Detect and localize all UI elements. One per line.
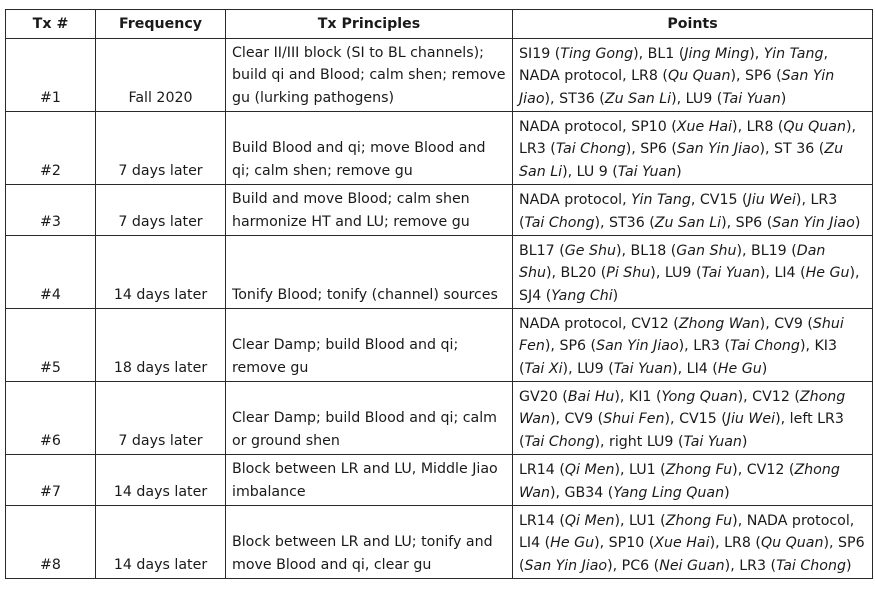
frequency-cell: 14 days later	[96, 455, 226, 506]
point-text: )	[780, 90, 787, 107]
point-name: Jiu Wei	[747, 192, 796, 208]
point-name: Tai Chong	[730, 338, 800, 354]
point-text: , NADA protocol, LR8 (	[519, 45, 828, 84]
principles-cell: Block between LR and LU, Middle Jiao imbalance	[226, 455, 513, 506]
point-name: Shui Fen	[519, 315, 844, 354]
point-text: ), LR3 (	[519, 192, 838, 231]
tx-number-cell: #8	[6, 506, 96, 579]
table-row	[6, 185, 873, 236]
point-name: Nei Guan	[659, 557, 725, 574]
point-name: Yong Quan	[661, 388, 738, 405]
point-text: ), LU 9 (	[562, 163, 618, 180]
header-tx-number: Tx #	[6, 10, 96, 39]
tx-number-cell: #1	[6, 39, 96, 112]
point-text: ), KI3 (	[519, 338, 838, 377]
point-name: Qu Quan	[783, 118, 846, 135]
points-cell	[513, 309, 873, 382]
point-text: ), LI4 (	[672, 360, 718, 377]
point-text: ), KI1 (	[614, 388, 662, 405]
header-tx-principles: Tx Principles	[226, 10, 513, 39]
point-text: ), LU9 (	[650, 265, 702, 281]
treatment-table	[5, 9, 873, 579]
principles-cell: Clear II/III block (SI to BL channels); build qi and Blood; calm shen; remove gu (lurking pathogens)	[226, 39, 513, 112]
tx-number-cell: #5	[6, 309, 96, 382]
point-name: San Yin Jiao	[596, 338, 679, 354]
table-row	[6, 382, 873, 455]
point-name: Tai Xi	[524, 360, 563, 377]
point-text: ), SJ4 (	[519, 265, 860, 304]
point-text: , CV15 (	[690, 192, 748, 208]
point-name: Zhong Wan	[519, 388, 846, 427]
point-name: Bai Hu	[567, 388, 615, 405]
point-name: Zhong Fu	[665, 512, 733, 529]
table-row	[6, 506, 873, 579]
point-text: NADA protocol,	[519, 192, 632, 208]
point-text: ), ST36 (	[544, 90, 605, 107]
point-name: Pi Shu	[606, 265, 651, 281]
point-name: Tai Chong	[776, 557, 846, 574]
point-name: Qu Quan	[667, 68, 731, 84]
point-name: Tai Yuan	[613, 360, 673, 377]
tx-number-cell: #4	[6, 236, 96, 309]
point-text: ), LR3 (	[724, 557, 777, 574]
point-text: )	[741, 433, 748, 450]
point-name: Yang Ling Quan	[613, 484, 725, 501]
point-text: LR14 (	[519, 462, 565, 478]
point-text: ), LU1 (	[614, 512, 666, 529]
tx-number-cell: #7	[6, 455, 96, 506]
points-cell	[513, 185, 873, 236]
table-row	[6, 39, 873, 112]
point-text: ), SP6 (	[544, 338, 597, 354]
point-text: NADA protocol, SP10 (	[519, 118, 677, 135]
tx-number-cell: #6	[6, 382, 96, 455]
point-name: Xue Hai	[676, 118, 733, 135]
points-cell	[513, 382, 873, 455]
point-name: Tai Yuan	[683, 433, 742, 450]
principles-cell: Block between LR and LU; tonify and move Blood and qi, clear gu	[226, 506, 513, 579]
point-text: ), BL1 (	[633, 45, 685, 62]
point-text: )	[761, 360, 768, 377]
point-text: ), SP6 (	[730, 68, 782, 84]
point-name: Tai Chong	[524, 214, 595, 231]
point-text: ), LR3 (	[519, 118, 856, 157]
point-text: ), SP6 (	[519, 535, 865, 574]
point-name: San Yin Jiao	[519, 68, 835, 107]
point-name: Zu San Li	[654, 214, 722, 231]
frequency-cell: 7 days later	[96, 185, 226, 236]
point-name: San Yin Jiao	[524, 557, 608, 574]
point-text: ), ST 36 (	[759, 141, 825, 157]
point-text: ), CV9 (	[549, 411, 604, 427]
point-text: ), LR3 (	[678, 338, 731, 354]
point-text: )	[676, 163, 682, 180]
point-text: GV20 (	[519, 388, 568, 405]
principles-cell: Clear Damp; build Blood and qi; calm or ground shen	[226, 382, 513, 455]
point-name: He Gu	[805, 265, 850, 281]
point-name: Tai Yuan	[617, 163, 677, 180]
point-name: Yin Tang	[763, 45, 824, 62]
point-text: ), BL18 (	[615, 242, 677, 259]
points-cell	[513, 506, 873, 579]
point-name: Tai Chong	[555, 141, 626, 157]
point-text: )	[845, 557, 852, 574]
frequency-cell: Fall 2020	[96, 39, 226, 112]
header-frequency: Frequency	[96, 10, 226, 39]
point-name: Xue Hai	[654, 535, 710, 551]
table-body	[6, 39, 873, 579]
principles-cell: Clear Damp; build Blood and qi; remove gu	[226, 309, 513, 382]
point-text: SI19 (	[519, 45, 561, 62]
point-name: Gan Shu	[676, 242, 737, 259]
table-row	[6, 112, 873, 185]
points-cell	[513, 112, 873, 185]
point-name: Ting Gong	[560, 45, 634, 62]
point-name: Ge Shu	[564, 242, 616, 259]
point-name: Jing Ming	[684, 45, 750, 62]
tx-number-cell: #2	[6, 112, 96, 185]
frequency-cell: 14 days later	[96, 506, 226, 579]
point-text: ), LU9 (	[562, 360, 614, 377]
point-text: )	[612, 287, 619, 304]
point-text: ), LU9 (	[671, 90, 723, 107]
point-name: Zhong Fu	[665, 462, 733, 478]
header-points: Points	[513, 10, 873, 39]
point-text: LR14 (	[519, 512, 565, 529]
point-text: ), LR8 (	[732, 118, 784, 135]
point-text: )	[724, 484, 730, 501]
point-text: NADA protocol, CV12 (	[519, 315, 679, 332]
point-name: Qu Quan	[760, 535, 824, 551]
point-name: Zhong Wan	[519, 462, 840, 501]
point-name: He Gu	[717, 360, 762, 377]
point-text: ), left LR3 (	[519, 411, 844, 450]
point-text: ),	[749, 45, 764, 62]
points-cell	[513, 236, 873, 309]
point-text: ), LR8 (	[709, 535, 761, 551]
point-name: Yang Chi	[551, 287, 613, 304]
point-text: ), PC6 (	[607, 557, 660, 574]
frequency-cell: 18 days later	[96, 309, 226, 382]
point-text: ), CV15 (	[664, 411, 727, 427]
point-text: ), LU1 (	[614, 462, 666, 478]
principles-cell: Tonify Blood; tonify (channel) sources	[226, 236, 513, 309]
frequency-cell: 7 days later	[96, 382, 226, 455]
principles-cell: Build Blood and qi; move Blood and qi; calm shen; remove gu	[226, 112, 513, 185]
point-text: ), SP6 (	[625, 141, 677, 157]
point-name: Qi Men	[564, 462, 615, 478]
point-text: ), NADA protocol, LI4 (	[519, 512, 855, 551]
frequency-cell: 14 days later	[96, 236, 226, 309]
point-text: ), GB34 (	[549, 484, 614, 501]
point-text: )	[854, 214, 861, 231]
point-text: ), ST36 (	[594, 214, 655, 231]
point-name: Qi Men	[564, 512, 615, 529]
point-name: Tai Yuan	[722, 90, 781, 107]
point-text: ), right LU9 (	[594, 433, 684, 450]
point-name: San Yin Jiao	[676, 141, 760, 157]
tx-number-cell: #3	[6, 185, 96, 236]
point-name: Jiu Wei	[726, 411, 776, 427]
point-name: Dan Shu	[519, 242, 826, 281]
table-row	[6, 455, 873, 506]
points-cell	[513, 455, 873, 506]
table-row	[6, 236, 873, 309]
table-row	[6, 309, 873, 382]
frequency-cell: 7 days later	[96, 112, 226, 185]
point-name: San Yin Jiao	[772, 214, 855, 231]
point-name: Tai Chong	[524, 433, 595, 450]
point-text: ), CV9 (	[759, 315, 813, 332]
point-text: ), SP10 (	[594, 535, 655, 551]
point-name: Zhong Wan	[678, 315, 760, 332]
principles-cell: Build and move Blood; calm shen harmonize HT and LU; remove gu	[226, 185, 513, 236]
points-cell	[513, 39, 873, 112]
point-text: ), SP6 (	[721, 214, 773, 231]
point-name: Zu San Li	[519, 141, 844, 180]
point-text: ), CV12 (	[737, 388, 800, 405]
point-text: ), BL19 (	[736, 242, 797, 259]
point-text: ), BL20 (	[546, 265, 607, 281]
point-text: BL17 (	[519, 242, 565, 259]
point-name: Shui Fen	[603, 411, 665, 427]
point-name: Tai Yuan	[701, 265, 760, 281]
point-text: ), CV12 (	[732, 462, 795, 478]
point-name: Yin Tang	[631, 192, 691, 208]
point-text: ), LI4 (	[759, 265, 806, 281]
header-row	[6, 10, 873, 39]
point-name: Zu San Li	[604, 90, 672, 107]
table-header	[6, 10, 873, 39]
point-name: He Gu	[550, 535, 595, 551]
